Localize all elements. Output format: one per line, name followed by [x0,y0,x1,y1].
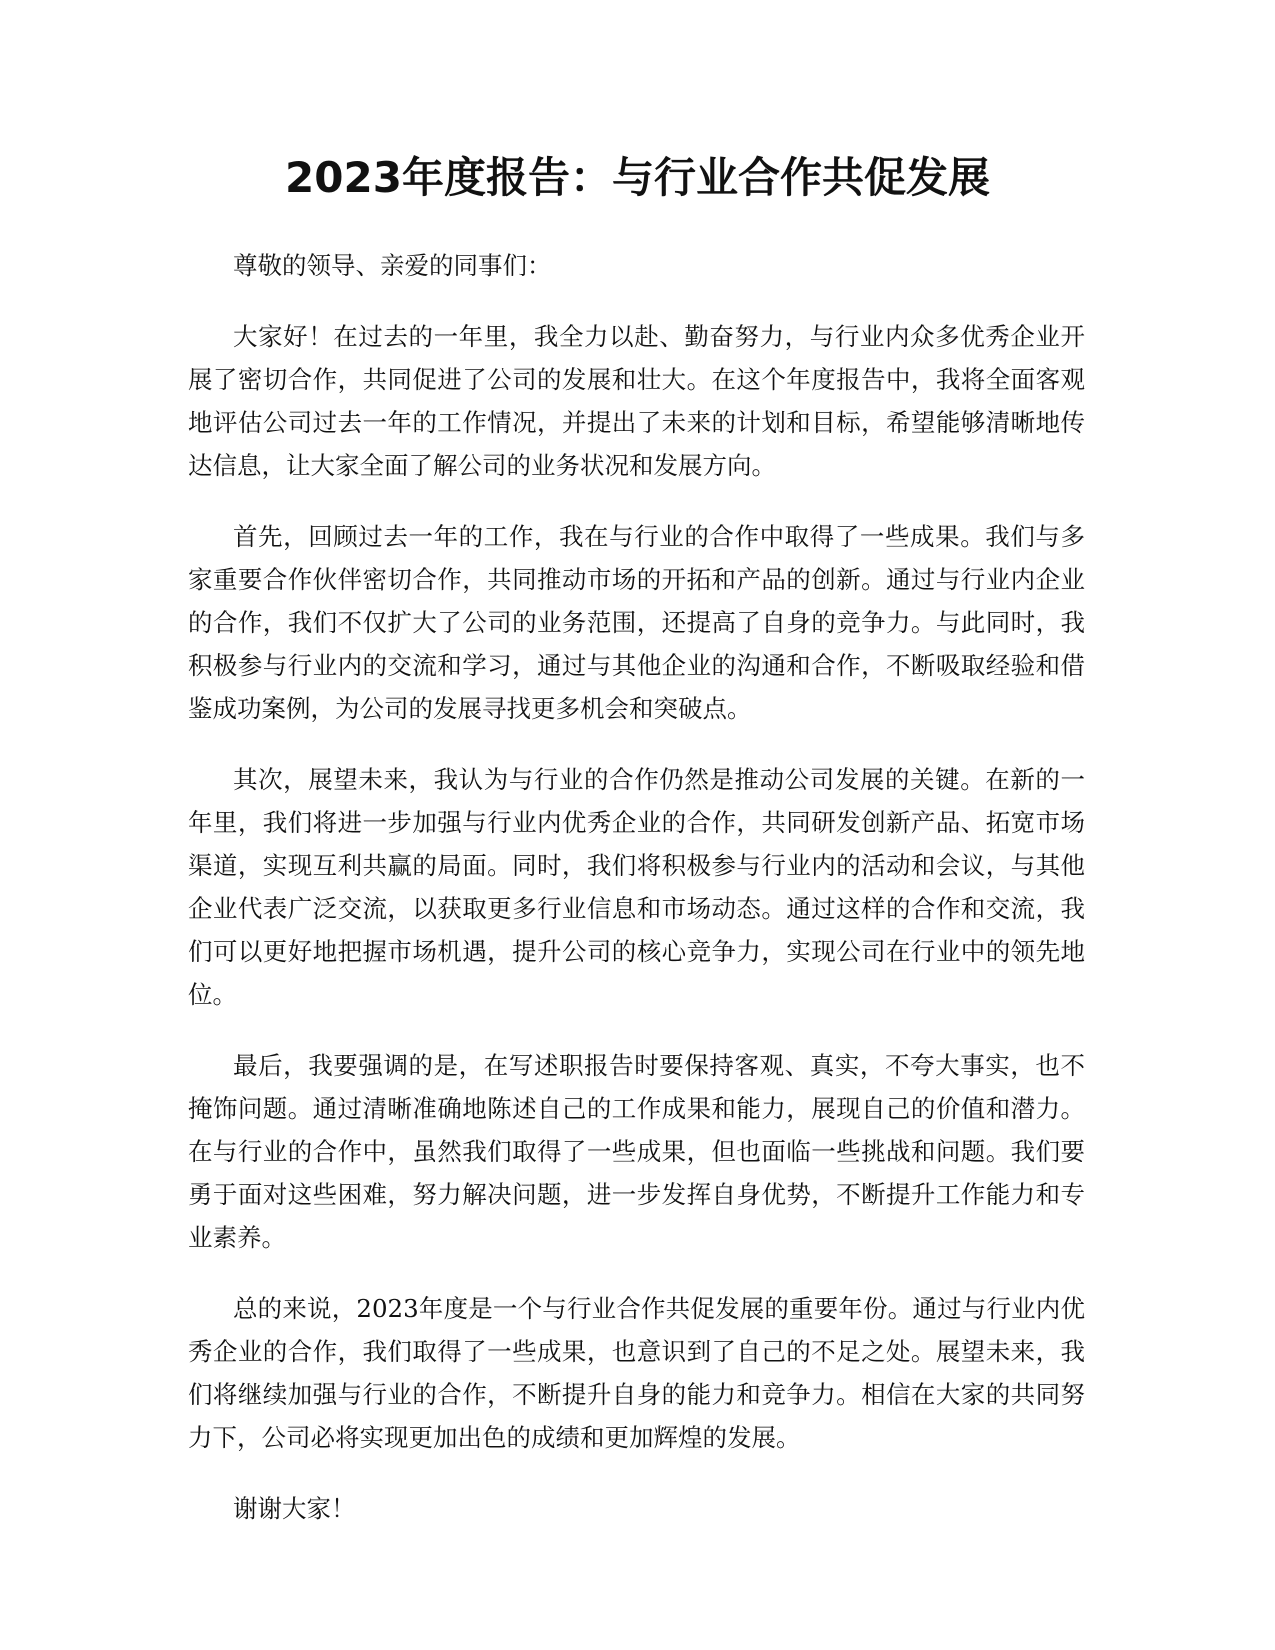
paragraph-emphasis: 最后，我要强调的是，在写述职报告时要保持客观、真实，不夸大事实，也不掩饰问题。通过清晰准确地陈述自己的工作成果和能力，展现自己的价值和潜力。在与行业的合作中，虽然我们取得了一些成果，但也面临一些挑战和问题。我们要勇于面对这些困难，努力解决问题，进一步发挥自身优势，不断提升工作能力和专业素养。 [188,1051,1085,1252]
paragraph-review: 首先，回顾过去一年的工作，我在与行业的合作中取得了一些成果。我们与多家重要合作伙伴密切合作，共同推动市场的开拓和产品的创新。通过与行业内企业的合作，我们不仅扩大了公司的业务范围，还提高了自身的竞争力。与此同时，我积极参与行业内的交流和学习，通过与其他企业的沟通和合作，不断吸取经验和借鉴成功案例，为公司的发展寻找更多机会和突破点。 [188,522,1085,723]
paragraph-greeting: 大家好！在过去的一年里，我全力以赴、勤奋努力，与行业内众多优秀企业开展了密切合作，共同促进了公司的发展和壮大。在这个年度报告中，我将全面客观地评估公司过去一年的工作情况，并提出了未来的计划和目标，希望能够清晰地传达信息，让大家全面了解公司的业务状况和发展方向。 [188,322,1085,480]
document-body [188,244,1085,1558]
paragraph-outlook: 其次，展望未来，我认为与行业的合作仍然是推动公司发展的关键。在新的一年里，我们将进一步加强与行业内优秀企业的合作，共同研发创新产品、拓宽市场渠道，实现互利共赢的局面。同时，我们将积极参与行业内的活动和会议，与其他企业代表广泛交流，以获取更多行业信息和市场动态。通过这样的合作和交流，我们可以更好地把握市场机遇，提升公司的核心竞争力，实现公司在行业中的领先地位。 [188,765,1085,1009]
salutation: 尊敬的领导、亲爱的同事们： [233,251,552,280]
document-title: 2023年度报告：与行业合作共促发展 [285,153,990,202]
closing-line: 谢谢大家！ [233,1494,356,1523]
paragraph-summary: 总的来说，2023年度是一个与行业合作共促发展的重要年份。通过与行业内优秀企业的合作，我们取得了一些成果，也意识到了自己的不足之处。展望未来，我们将继续加强与行业的合作，不断提升自身的能力和竞争力。相信在大家的共同努力下，公司必将实现更加出色的成绩和更加辉煌的发展。 [188,1294,1085,1452]
